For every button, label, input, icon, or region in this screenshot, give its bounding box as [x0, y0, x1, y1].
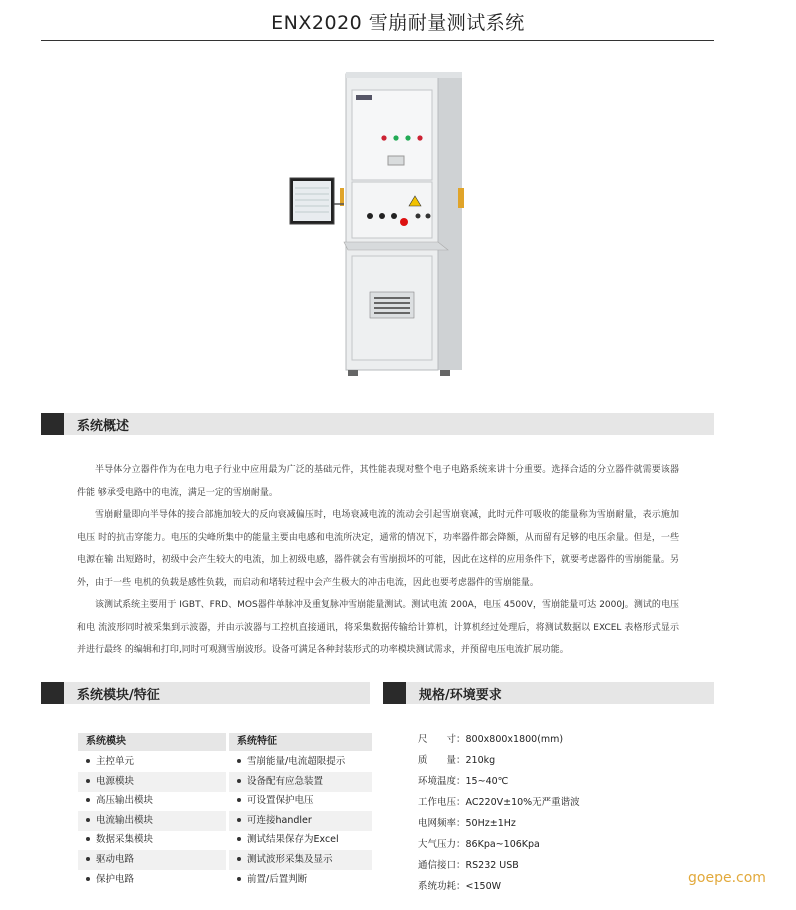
indicator-light-4: [417, 135, 422, 140]
spec-value: 50Hz±1Hz: [465, 818, 516, 829]
spec-key: 尺 寸：: [418, 734, 466, 745]
spec-key: 工作电压：: [418, 797, 466, 808]
spec-value: 210kg: [465, 755, 496, 766]
spec-value: AC220V±10%无严重谐波: [465, 797, 580, 808]
upper-panel: [352, 90, 432, 180]
overview-paragraph-2: 雪崩耐量即向半导体的接合部施加较大的反向衰减偏压时，电场衰减电流的流动会引起雪崩衰减，此时元件可吸收的能量称为雪崩耐量，表示施加电压 时的抗击穿能力。电压的尖峰所集中的能量主要由电感和电流所决定，通常的情况下，功率器件都会降额，从而留有足够的电压余量。但是，一些电源在输 出短路时，初级中会产生较大的电流，加上初级电感，器件就会有雪崩损坏的可能，因此在这样的应用条件下，就要考虑器件的雪崩能量。另外，由于一些 电机的负载是感性负载，而启动和堵转过程中会产生极大的冲击电流，因此也要考虑器件的雪崩能量。: [77, 510, 679, 588]
side-latch-1: [458, 188, 464, 208]
button-2: [379, 213, 385, 219]
section-marker: [383, 682, 406, 704]
module-item: 电源模块: [96, 776, 135, 787]
spec-key: 系统功耗：: [418, 881, 466, 892]
spec-key: 环境温度：: [418, 776, 466, 787]
section-marker: [41, 413, 64, 435]
overview-text: [77, 459, 679, 662]
feature-item: 设备配有应急装置: [247, 776, 324, 787]
spec-value: 15~40℃: [465, 776, 509, 787]
indicator-light-2: [393, 135, 398, 140]
spec-row: [418, 773, 508, 787]
spec-row: [418, 794, 580, 808]
foot-left: [348, 370, 358, 376]
work-shelf: [344, 242, 448, 250]
button-3: [391, 213, 397, 219]
section-title: 系统概述: [77, 419, 130, 434]
emergency-stop-button: [400, 218, 408, 226]
foot-right: [440, 370, 450, 376]
table-header-features: 系统特征: [229, 733, 372, 751]
watermark: goepe.com: [688, 870, 766, 886]
spec-value: RS232 USB: [465, 860, 519, 871]
feature-item: 可设置保护电压: [247, 795, 314, 806]
section-marker: [41, 682, 64, 704]
spec-value: 86Kpa~106Kpa: [465, 839, 540, 850]
spec-row: [418, 878, 501, 892]
logo-plate: [356, 95, 372, 100]
feature-item: 前置/后置判断: [247, 874, 308, 885]
terminal-a: [416, 214, 421, 219]
feature-item: 测试波形采集及显示: [247, 854, 333, 865]
spec-key: 大气压力：: [418, 839, 466, 850]
feature-item: 可连接handler: [247, 815, 312, 826]
spec-key: 质 量：: [418, 755, 466, 766]
spec-key: 电网频率：: [418, 818, 466, 829]
spec-row: [418, 815, 516, 829]
module-item: 主控单元: [96, 756, 135, 767]
middle-panel: [352, 182, 432, 238]
cabinet-side: [436, 78, 462, 370]
overview-paragraph-1: 半导体分立器件作为在电力电子行业中应用最为广泛的基础元件，其性能表现对整个电子电路系统来讲十分重要。选择合适的分立器件就需要该器件能 够承受电路中的电流，满足一定的雪崩耐量。: [77, 465, 679, 498]
section-header-overview: [41, 413, 714, 435]
table-header-modules: 系统模块: [78, 733, 226, 751]
button-1: [367, 213, 373, 219]
spec-row: [418, 752, 495, 766]
feature-item: 测试结果保存为Excel: [247, 834, 339, 845]
spec-value: 800x800x1800(mm): [465, 734, 564, 745]
module-item: 电流输出模块: [96, 815, 154, 826]
monitor-screen: [293, 181, 331, 221]
spec-row: [418, 857, 519, 871]
spec-key: 通信接口：: [418, 860, 466, 871]
overview-paragraph-3: 该测试系统主要用于 IGBT、FRD、MOS器件单脉冲及重复脉冲雪崩能量测试。测试电流 200A，电压 4500V，雪崩能量可达 2000J。测试的电压和电 流波形同时被采集到示波器，并由示波器与工控机直接通讯，将采集数据传输给计算机，计算机经过处理后，将测试数据以 EXCEL 表格形式显示并进行最终 的编辑和打印,同时可观测雪崩波形。设备可满足各种封装形式的功率模块测试需求，并预留电压电流扩展功能。: [77, 600, 679, 655]
cabinet-top: [346, 72, 462, 78]
indicator-light-3: [405, 135, 410, 140]
section-header-specs: [383, 682, 714, 704]
section-title: 规格/环境要求: [419, 688, 502, 703]
page-title: ENX2020 雪崩耐量测试系统: [271, 12, 525, 34]
spec-row: [418, 836, 540, 850]
module-item: 保护电路: [96, 874, 135, 885]
section-title: 系统模块/特征: [77, 688, 160, 703]
module-item: 高压输出模块: [96, 795, 154, 806]
spec-value: <150W: [465, 881, 502, 892]
module-item: 驱动电路: [96, 854, 135, 865]
section-header-modules: [41, 682, 370, 704]
machine-illustration: [288, 70, 488, 390]
module-item: 数据采集模块: [96, 834, 154, 845]
spec-row: [418, 731, 563, 745]
title-divider: [41, 40, 714, 41]
meter-display: [388, 156, 404, 165]
terminal-b: [426, 214, 431, 219]
connector-panel: [370, 292, 414, 318]
indicator-light-1: [381, 135, 386, 140]
feature-item: 雪崩能量/电流超限提示: [247, 756, 346, 767]
